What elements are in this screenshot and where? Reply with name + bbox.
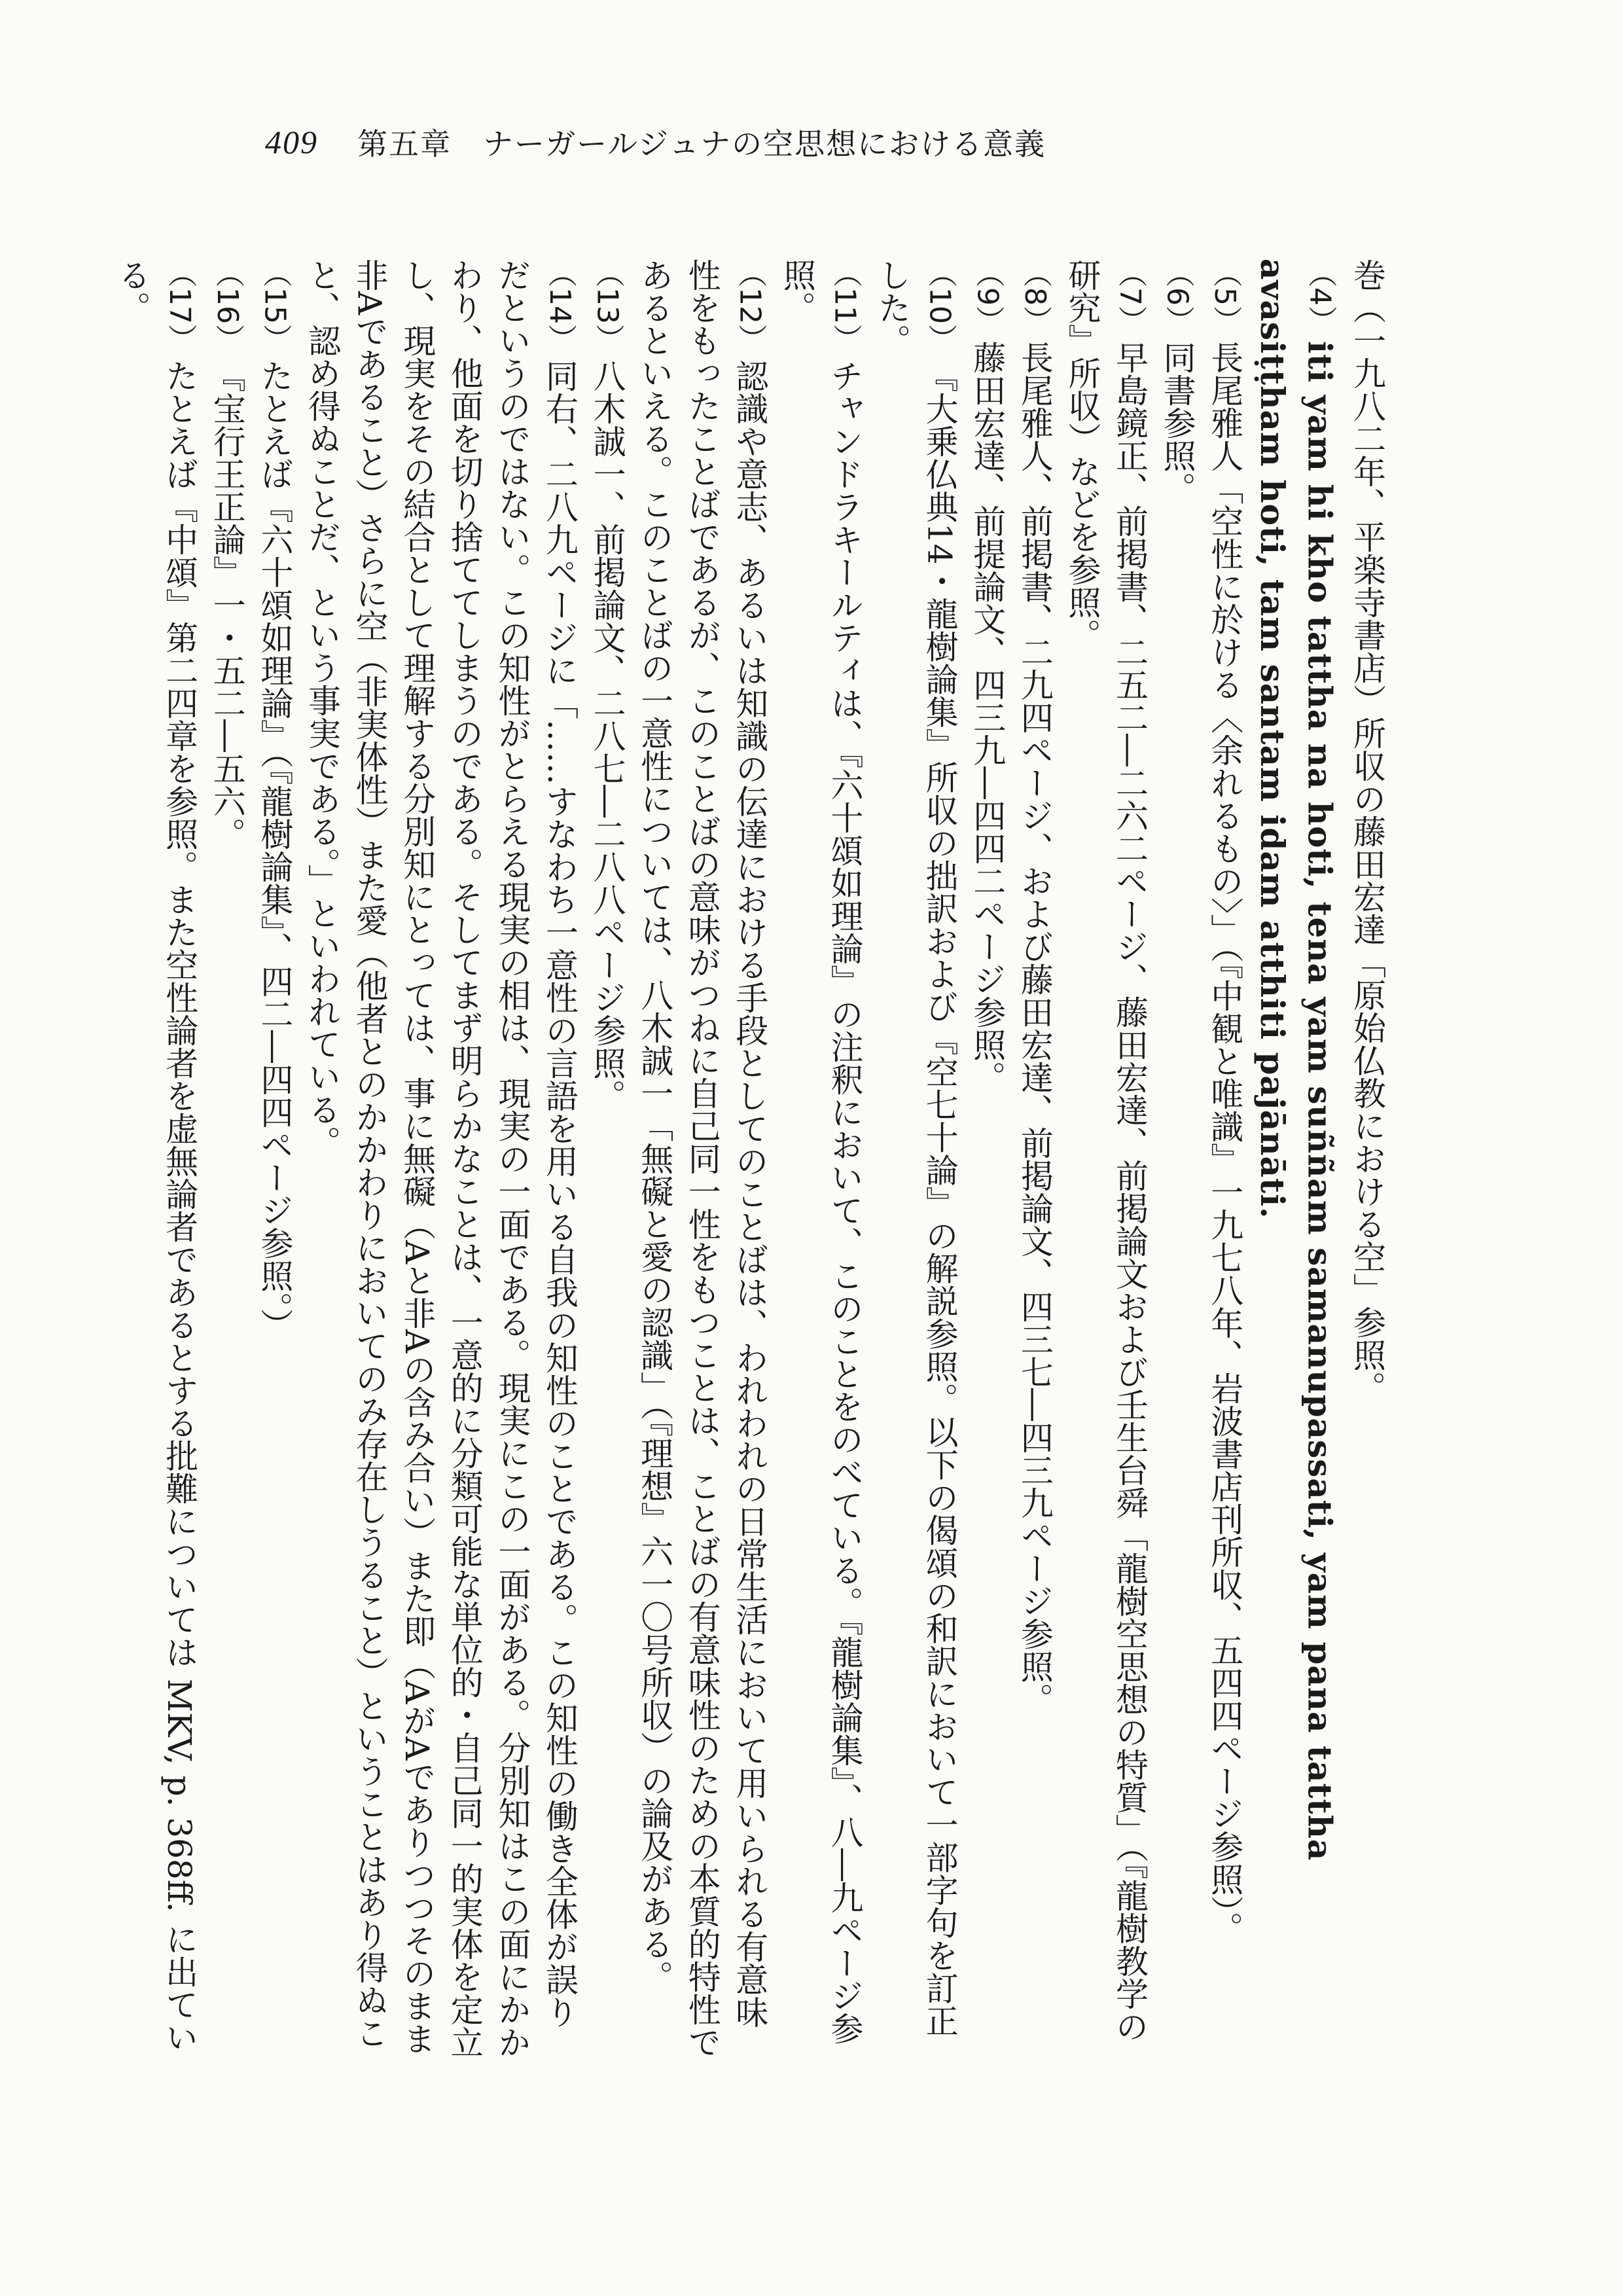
- running-title: 第五章 ナーガールジュナの空思想における意義: [357, 126, 1046, 162]
- note-11: [773, 259, 868, 2058]
- note-text: 巻（一九八二年、平楽寺書店）所収の藤田宏達「原始仏教における空」参照。: [1348, 259, 1386, 1404]
- note-text: 藤田宏達、前提論文、四三九―四四二ページ参照。: [968, 341, 1007, 1094]
- note-number: （7）: [1113, 259, 1147, 334]
- note-number: （16）: [210, 259, 244, 353]
- note-text: たとえば『六十頌如理論』（『龍樹論集』、四二―四四ページ参照。）: [255, 359, 294, 1341]
- note-number: （15）: [258, 259, 292, 353]
- note-number: （8）: [1018, 259, 1052, 334]
- note-5: [1201, 259, 1249, 2058]
- note-number: （6）: [1160, 259, 1194, 334]
- note-text: 長尾雅人、前掲書、二九四ページ、および藤田宏達、前掲論文、四三七―四三九ページ参照。: [1015, 341, 1054, 1715]
- note-text: 早島鏡正、前掲書、二五二―二六二ページ、藤田宏達、前掲論文および壬生台舜「龍樹空思想の特質」（『龍樹教学の研究』所収）などを参照。: [1063, 259, 1149, 2043]
- note-9: [963, 259, 1011, 2058]
- note-number: （10）: [923, 259, 957, 353]
- note-number: （4）: [1303, 259, 1337, 334]
- note-number: （12）: [733, 259, 767, 353]
- note-10: [868, 259, 963, 2058]
- note-14: [298, 259, 583, 2058]
- note-text: 認識や意志、あるいは知識の伝達における手段としてのことばは、われわれの日常生活において用いられる有意味性をもったことばであるが、このことばの意味がつねに自己同一性をもつことは、ことばの有意味性のための本質的特性であるといえる。このことばの一意性については、八木誠一「無礙と愛の認識」（『理想』六一〇号所収）の論及がある。: [635, 259, 769, 2058]
- note-number: （13）: [590, 259, 624, 353]
- note-text: 『宝行王正論』一・五二―五六。: [207, 359, 246, 850]
- note-16: [203, 259, 251, 2058]
- note-text: たとえば『中頌』第二四章を参照。また空性論者を虚無論者であるとする批難については MKV, p. 368ff. に出ている。: [113, 259, 199, 2054]
- note-7: [1058, 259, 1153, 2058]
- endnotes: [113, 259, 1391, 2058]
- note-text: 『大乗仏典14・龍樹論集』所収の拙訳および『空七十論』の解説参照。以下の偈頌の和訳において一部字句を訂正した。: [873, 259, 959, 2037]
- note-15: [251, 259, 298, 2058]
- page-header: [265, 113, 1046, 171]
- page-number: 409: [265, 124, 318, 160]
- note-text: iti yam hi kho tattha na hoti, tena yam suññam samanupassati, yam pana tattha avasiṭṭham hoti, tam santam idam atthiti pajānāti.: [1253, 259, 1340, 1861]
- note-number: （9）: [971, 259, 1005, 334]
- note-8: [1010, 259, 1058, 2058]
- note-number: （11）: [828, 259, 862, 353]
- note-12: [631, 259, 774, 2058]
- note-number: （5）: [1208, 259, 1242, 334]
- note-number: （17）: [163, 259, 197, 353]
- note-text: 同右、二八九ページに「……すなわち一意性の言語を用いる自我の知性のことである。この知性の働き全体が誤りだというのではない。この知性がとらえる現実の相は、現実の一面である。現実にこの一面がある。分別知はこの面にかかわり、他面を切り捨ててしまうのである。そしてまず明らかなことは、一意的に分類可能な単位的・自己同一的実体を定立し、現実をその結合として理解する分別知にとっては、事に無礙（Aと非Aの含み合い）また即（AがAでありつつそのまま非Aであること）さらに空（非実体性）また愛（他者とのかかわりにおいてのみ存在しうること）ということはあり得ぬこと、認め得ぬことだ、という事実である。」といわれている。: [302, 259, 579, 2058]
- note-3-continued: [1343, 259, 1391, 2058]
- note-17: [108, 259, 203, 2058]
- note-text: チャンドラキールティは、『六十頌如理論』の注釈において、このことをのべている。『龍樹論集』、八―九ページ参照。: [777, 259, 864, 2045]
- note-6: [1153, 259, 1201, 2058]
- note-text: 同書参照。: [1158, 341, 1196, 505]
- note-4: [1248, 259, 1343, 2058]
- note-text: 八木誠一、前掲論文、二八七―二八八ページ参照。: [588, 359, 626, 1112]
- note-number: （14）: [543, 259, 577, 353]
- note-13: [583, 259, 631, 2058]
- note-text: 長尾雅人「空性に於ける〈余れるもの〉」（『中観と唯識』一九七八年、岩波書店刊所収、五四四ページ参照）。: [1205, 341, 1244, 1945]
